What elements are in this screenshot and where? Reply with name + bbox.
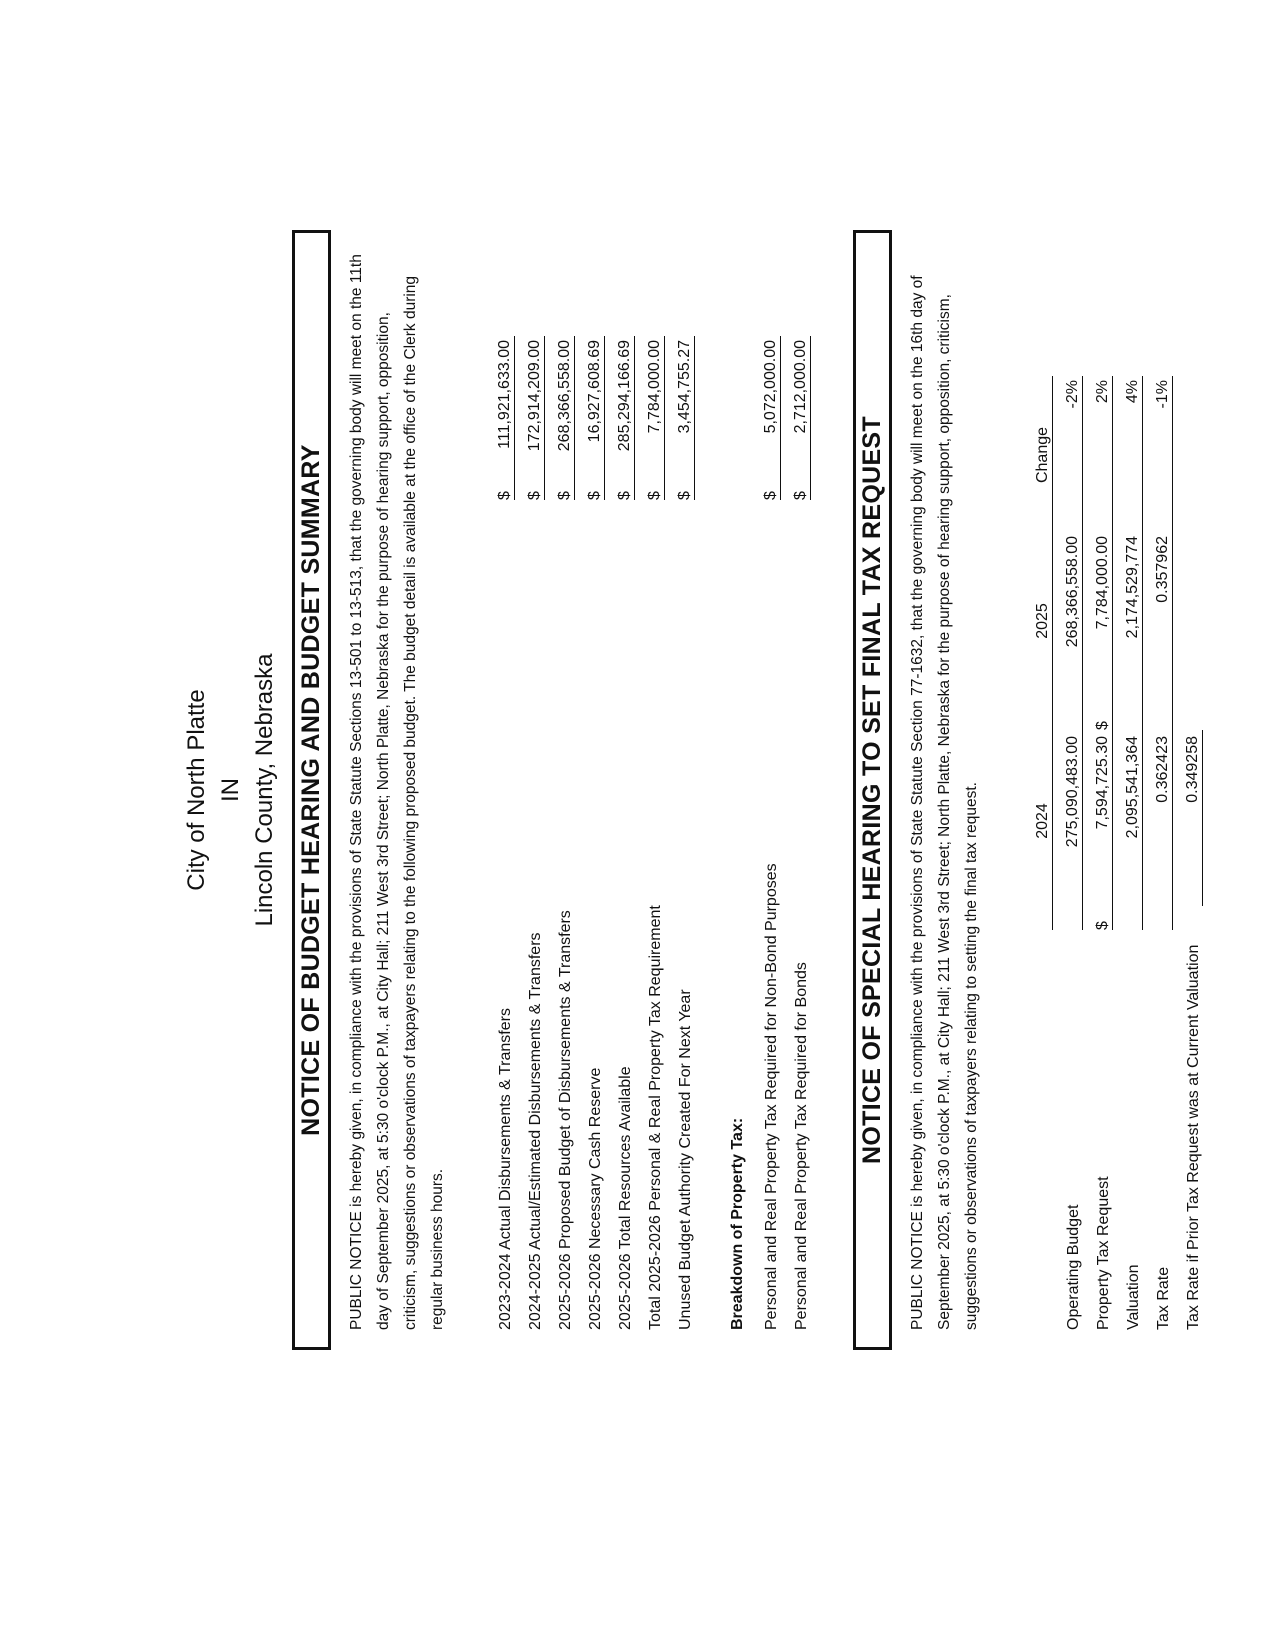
col-2024: 2024: [1023, 730, 1053, 906]
table-row: Tax Rate 0.362423 0.357962 -1%: [1143, 376, 1173, 1330]
table-row: 2025-2026 Proposed Budget of Disbursements & Transfers $ 268,366,558.00: [545, 336, 575, 1330]
table-row: Property Tax Request $ 7,594,725.30 $ 7,784,000.00 2%: [1083, 376, 1113, 1330]
budget-summary-table: [485, 336, 695, 1330]
table-row: Personal and Real Property Tax Required for Bonds $ 2,712,000.00: [781, 336, 811, 1330]
rotated-page: [180, 230, 1202, 1350]
table-row: Tax Rate if Prior Tax Request was at Current Valuation 0.349258: [1173, 376, 1203, 1330]
table-row: Total 2025-2026 Personal & Real Property Tax Requirement $ 7,784,000.00: [635, 336, 665, 1330]
table-row: Personal and Real Property Tax Required for Non-Bond Purposes $ 5,072,000.00: [751, 336, 781, 1330]
table-row: Unused Budget Authority Created For Next Year $ 3,454,755.27: [665, 336, 695, 1330]
col-change: Change: [1023, 376, 1053, 530]
tax-request-table: [1023, 376, 1203, 1330]
document-header: [180, 230, 282, 1350]
col-2025: 2025: [1023, 530, 1053, 706]
budget-hearing-notice: PUBLIC NOTICE is hereby given, in compliance with the provisions of State Statute Sections 13-501 to 13-513, that the governing body will meet on the 11th day of September 2025, at 5:30 o'clock P.M., at City Hall; 211 West 3rd Street; North Platte, Nebraska for the purpose of hearing support, opposition, criticism, suggestions or observations of taxpayers relating to the following proposed budget. The budget detail is available at the office of the Clerk during regular business hours.: [348, 254, 446, 1330]
table-header-row: [1023, 376, 1053, 1330]
tax-request-notice: PUBLIC NOTICE is hereby given, in compliance with the provisions of State Statute Section 77-1632, that the governing body will meet on the 16th day of September 2025, at 5:30 o'clock P.M., at City Hall; 211 West 3rd Street; North Platte, Nebraska for the purpose of hearing support, opposition, criticism, suggestions or observations of taxpayers relating to setting the final tax request.: [909, 275, 980, 1330]
county-name: Lincoln County, Nebraska: [251, 653, 278, 927]
table-row: 2025-2026 Necessary Cash Reserve $ 16,927,608.69: [575, 336, 605, 1330]
budget-hearing-title: NOTICE OF BUDGET HEARING AND BUDGET SUMMARY: [292, 230, 331, 1350]
table-row: Valuation 2,095,541,364 2,174,529,774 4%: [1113, 376, 1143, 1330]
breakdown-title: Breakdown of Property Tax:: [729, 1117, 746, 1330]
table-row: 2025-2026 Total Resources Available $ 285,294,166.69: [605, 336, 635, 1330]
in-word: IN: [217, 778, 244, 802]
property-tax-breakdown-table: [751, 336, 811, 1330]
city-name: City of North Platte: [183, 689, 210, 891]
table-row: 2024-2025 Actual/Estimated Disbursements & Transfers $ 172,914,209.00: [515, 336, 545, 1330]
table-row: Operating Budget 275,090,483.00 268,366,558.00 -2%: [1053, 376, 1083, 1330]
tax-request-title: NOTICE OF SPECIAL HEARING TO SET FINAL TAX REQUEST: [853, 230, 892, 1350]
table-row: 2023-2024 Actual Disbursements & Transfers $ 111,921,633.00: [485, 336, 515, 1330]
